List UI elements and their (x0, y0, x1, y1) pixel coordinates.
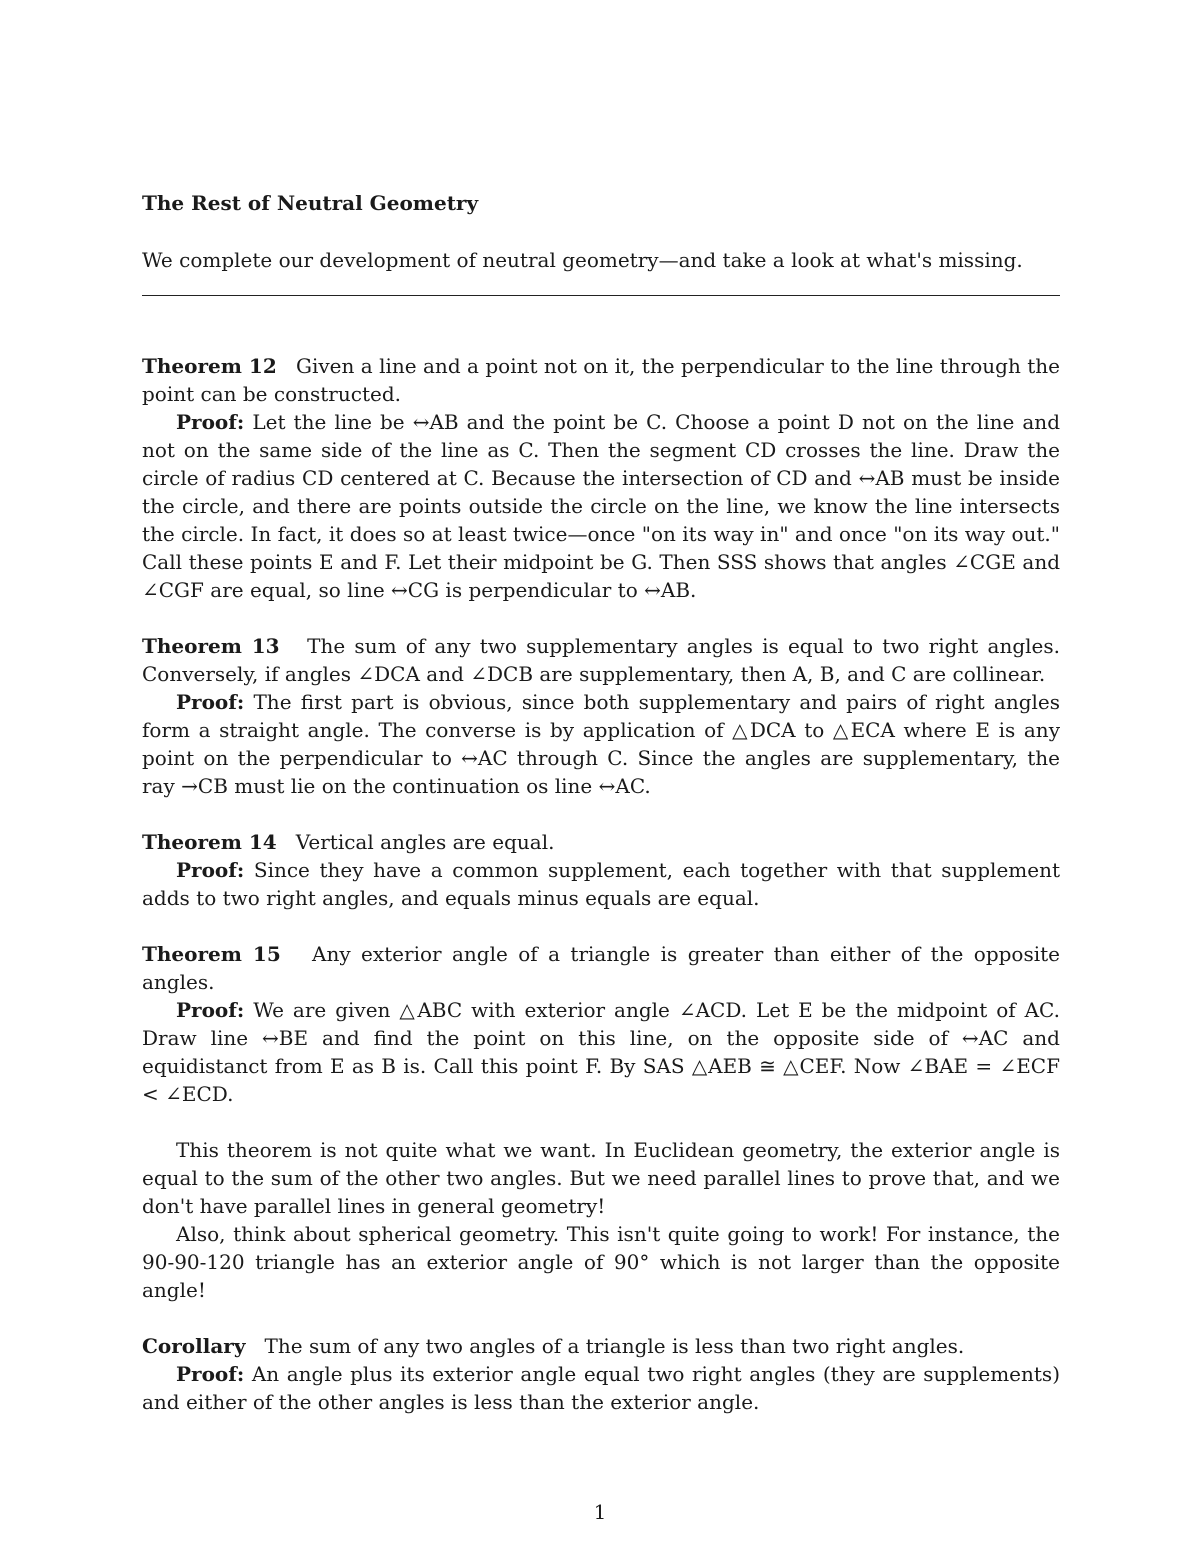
theorem-13-proof-label: Proof: (176, 690, 245, 714)
theorem-14-statement: Vertical angles are equal. (295, 830, 555, 854)
theorem-13-statement: The sum of any two supplementary angles is equal to two right angles. Conversely, if angles ∠DCA and ∠DCB are supplementary, then A, B, and C are collinear. (142, 634, 1060, 686)
corollary-proof-label: Proof: (176, 1362, 245, 1386)
theorem-13-heading: Theorem 13 (142, 634, 280, 658)
theorem-12-statement-line (142, 352, 1060, 408)
theorem-13 (142, 632, 1060, 800)
remark-paragraph-1: This theorem is not quite what we want. In Euclidean geometry, the exterior angle is equal to the sum of the other two angles. But we need parallel lines to prove that, and we don't have parallel lines in general geometry! (142, 1138, 1060, 1218)
corollary-proof-line (142, 1360, 1060, 1416)
theorem-15-proof: We are given △ABC with exterior angle ∠ACD. Let E be the midpoint of AC. Draw line ↔BE and find the point on this line, on the opposite side of ↔AC and equidistanct from E as B is. Call this point F. By SAS △AEB ≅ △CEF. Now ∠BAE = ∠ECF < ∠ECD. (142, 998, 1061, 1106)
theorem-13-proof-line (142, 688, 1060, 800)
theorem-15-heading: Theorem 15 (142, 942, 281, 966)
theorem-13-proof: The first part is obvious, since both supplementary and pairs of right angles form a straight angle. The converse is by application of △DCA to △ECA where E is any point on the perpendicular to ↔AC through C. Since the angles are supplementary, the ray →CB must lie on the continuation os line ↔AC. (142, 690, 1060, 798)
theorem-14-heading: Theorem 14 (142, 830, 277, 854)
corollary-proof: An angle plus its exterior angle equal two right angles (they are supplements) and either of the other angles is less than the exterior angle. (142, 1362, 1060, 1414)
theorem-12 (142, 352, 1060, 604)
theorem-12-heading: Theorem 12 (142, 354, 277, 378)
page-number: 1 (593, 1500, 607, 1524)
theorem-15 (142, 940, 1060, 1108)
page-content (142, 188, 1060, 1416)
theorem-12-statement: Given a line and a point not on it, the perpendicular to the line through the point can be constructed. (142, 354, 1061, 406)
horizontal-rule (142, 295, 1060, 296)
theorem-15-statement: Any exterior angle of a triangle is greater than either of the opposite angles. (142, 942, 1061, 994)
corollary (142, 1332, 1060, 1416)
remark-paragraph-2: Also, think about spherical geometry. This isn't quite going to work! For instance, the 90-90-120 triangle has an exterior angle of 90° which is not larger than the opposite angle! (142, 1222, 1060, 1302)
theorem-12-proof-line (142, 408, 1060, 604)
remark (142, 1136, 1060, 1304)
theorem-15-statement-line (142, 940, 1060, 996)
document-title: The Rest of Neutral Geometry (142, 191, 479, 215)
theorem-14-proof-line (142, 856, 1060, 912)
theorem-14-proof-label: Proof: (176, 858, 245, 882)
theorem-14-proof: Since they have a common supplement, each together with that supplement adds to two right angles, and equals minus equals are equal. (142, 858, 1061, 910)
theorem-12-proof-label: Proof: (176, 410, 245, 434)
theorem-15-proof-line (142, 996, 1060, 1108)
theorem-14 (142, 828, 1060, 912)
document-subtitle: We complete our development of neutral geometry—and take a look at what's missing. (142, 248, 1023, 272)
corollary-statement: The sum of any two angles of a triangle is less than two right angles. (264, 1334, 965, 1358)
theorem-15-proof-label: Proof: (176, 998, 245, 1022)
corollary-statement-line (142, 1332, 1060, 1360)
theorem-12-proof: Let the line be ↔AB and the point be C. Choose a point D not on the line and not on the same side of the line as C. Then the segment CD crosses the line. Draw the circle of radius CD centered at C. Because the intersection of CD and ↔AB must be inside the circle, and there are points outside the circle on the line, we know the line intersects the circle. In fact, it does so at least twice—once "on its way in" and once "on its way out." Call these points E and F. Let their midpoint be G. Then SSS shows that angles ∠CGE and ∠CGF are equal, so line ↔CG is perpendicular to ↔AB. (142, 410, 1060, 602)
corollary-heading: Corollary (142, 1334, 246, 1358)
theorem-13-statement-line (142, 632, 1060, 688)
theorem-14-statement-line (142, 828, 1060, 856)
